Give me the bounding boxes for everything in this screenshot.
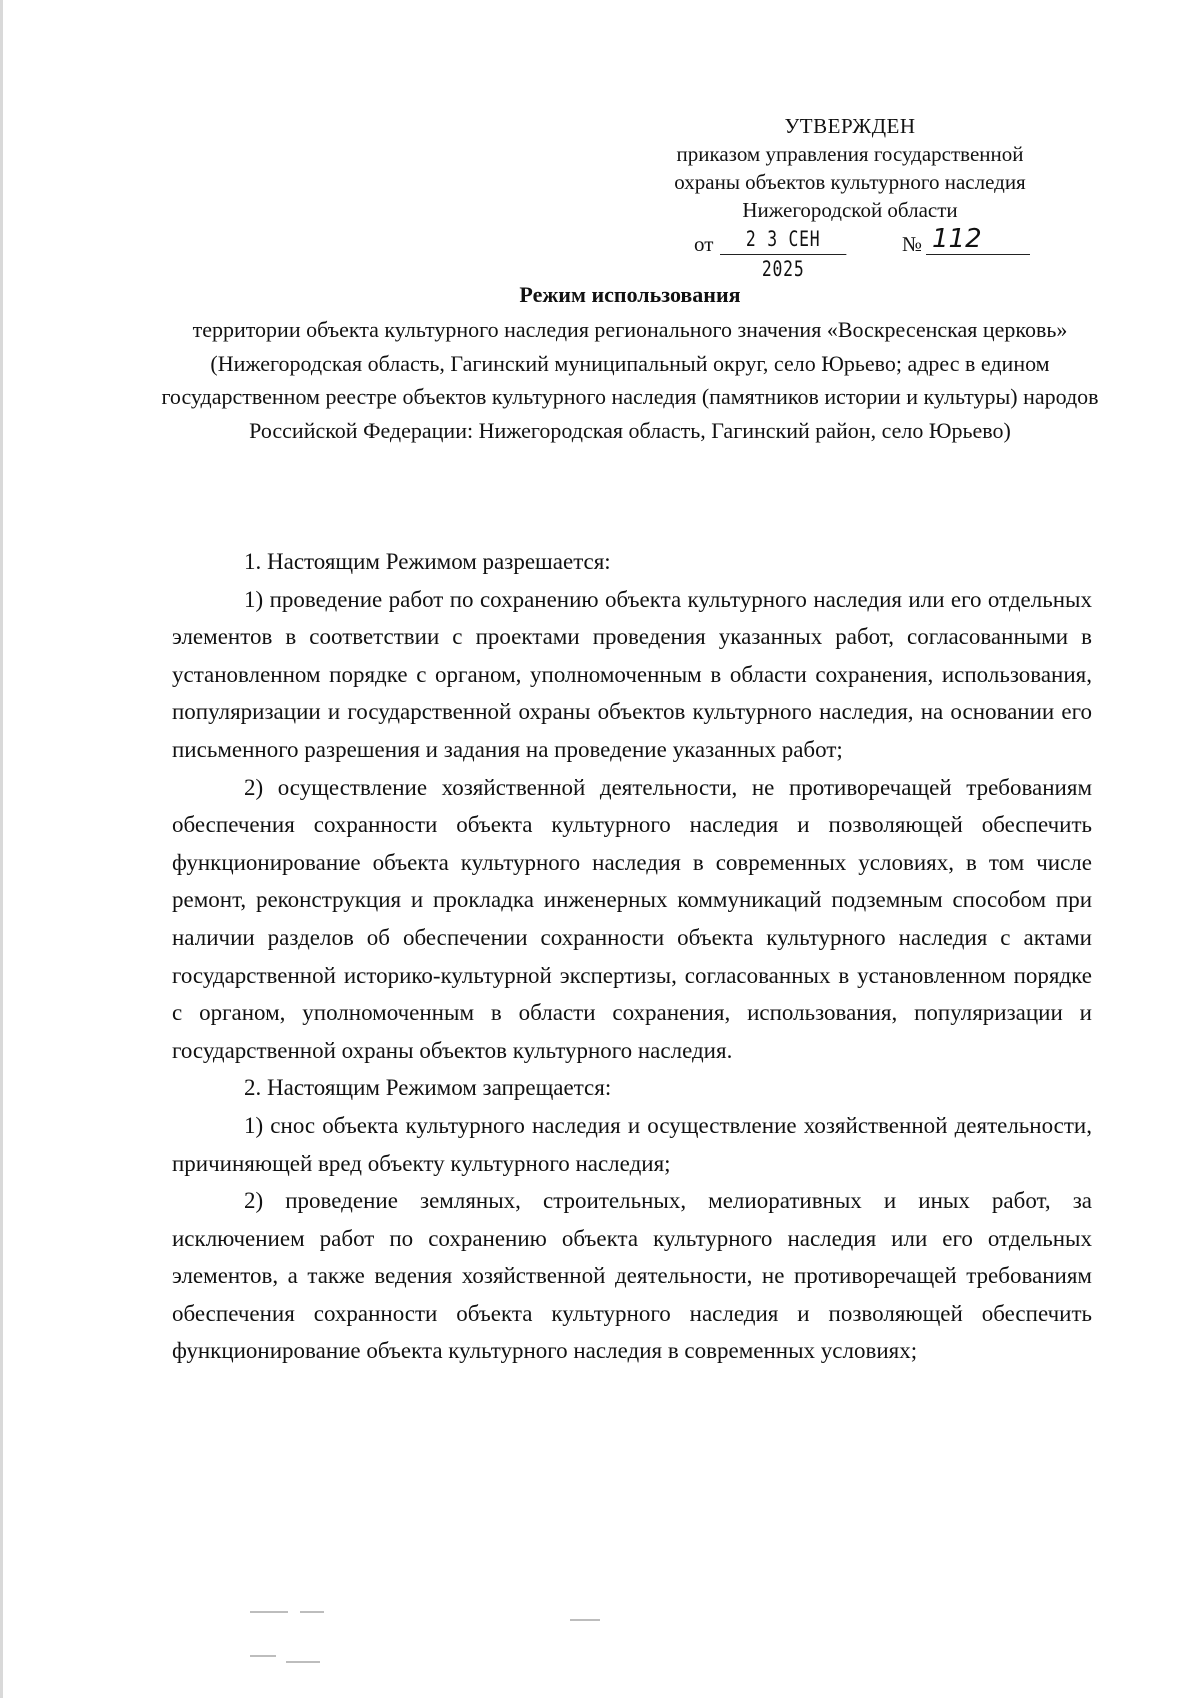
approval-line-2: охраны объектов культурного наследия xyxy=(674,170,1026,194)
approval-line-3: Нижегородской области xyxy=(742,198,958,222)
approval-line-1: приказом управления государственной xyxy=(676,142,1024,166)
section-1-item-2: 2) осуществление хозяйственной деятельности, не противоречащей требованиям обеспечения сохранности объекта культурного наследия и позволяющей обеспечить функционирование объекта культурного наследия в современных условиях, в том числе ремонт, реконструкция и прокладка инженерных коммуникаций подземным способом при наличии разделов об обеспечении сохранности объекта культурного наследия с актами государственной историко-культурной экспертизы, согласованных в установленном порядке с органом, уполномоченным в области сохранения, использования, популяризации и государственной охраны объектов культурного наследия. xyxy=(172,774,1092,1063)
section-2-item-2: 2) проведение земляных, строительных, мелиоративных и иных работ, за исключением работ по сохранению объекта культурного наследия или его отдельных элементов, а также ведения хозяйственной деятельности, не противоречащей требованиям обеспечения сохранности объекта культурного наследия и позволяющей обеспечить функционирование объекта культурного наследия в современных условиях; xyxy=(172,1188,1092,1364)
date-prefix: от xyxy=(694,232,714,256)
section-1-heading: 1. Настоящим Режимом разрешается: xyxy=(244,549,611,574)
approval-status: УТВЕРЖДЕН xyxy=(784,114,916,138)
scan-artifacts xyxy=(240,1605,660,1685)
section-1-item-1: 1) проведение работ по сохранению объекта культурного наследия или его отдельных элементов в соответствии с проектами проведения указанных работ, согласованными в установленном порядке с органом, уполномоченным в области сохранения, использования, популяризации и государственной охраны объектов культурного наследия, на основании его письменного разрешения и задания на проведение указанных работ; xyxy=(172,586,1092,762)
approval-block xyxy=(620,112,1080,281)
document-body xyxy=(172,543,1092,1370)
section-2-item-1: 1) снос объекта культурного наследия и осуществление хозяйственной деятельности, причиняющей вред объекту культурного наследия; xyxy=(172,1112,1092,1176)
order-number-handwritten: 112 xyxy=(926,224,1030,255)
order-line xyxy=(620,224,1080,281)
document-title: Режим использования xyxy=(519,282,741,307)
section-2-heading: 2. Настоящим Режимом запрещается: xyxy=(244,1075,612,1101)
document-subtitle: территории объекта культурного наследия регионального значения «Воскресенская церковь» (Нижегородская область, Гагинский муниципальный округ, село Юрьево; адрес в едином государственном реестре объектов культурного наследия (памятников истории и культуры) народов Российской Федерации: Нижегородская область, Гагинский район, село Юрьево) xyxy=(161,317,1099,443)
date-stamp: 2 3 СЕН 2025 xyxy=(720,224,846,255)
scan-edge xyxy=(0,0,3,1698)
number-prefix: № xyxy=(902,232,923,256)
